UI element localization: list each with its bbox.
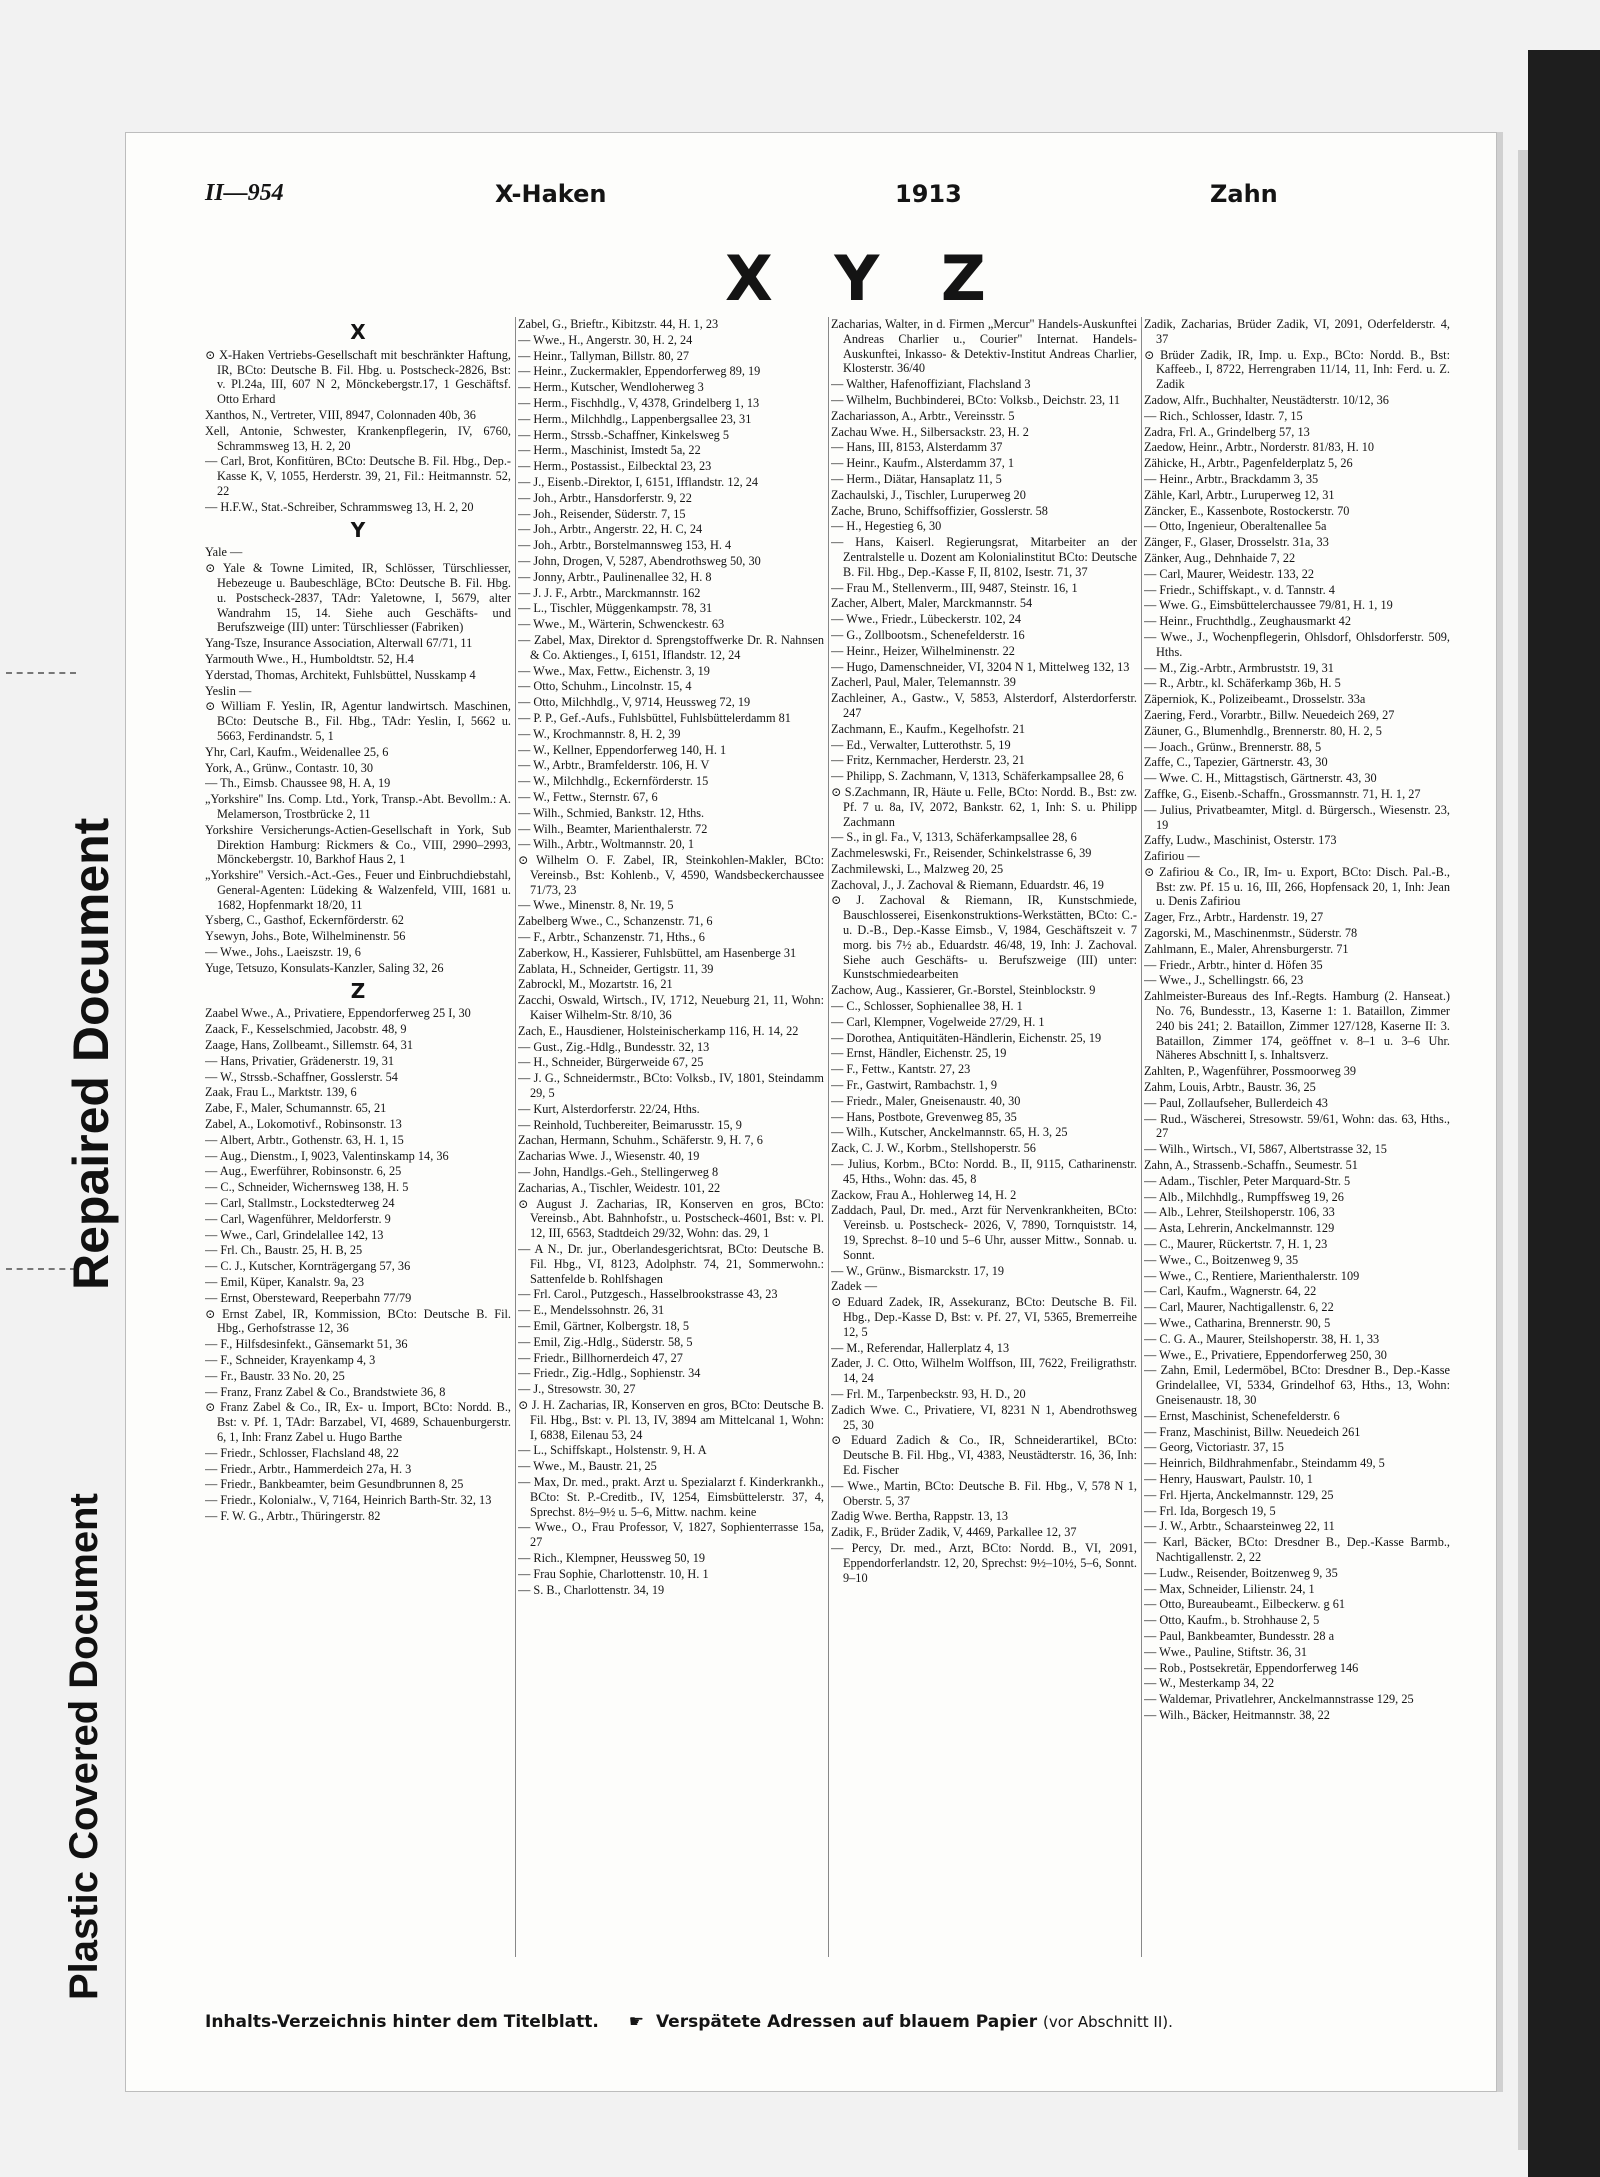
directory-entry: Zaddach, Paul, Dr. med., Arzt für Nervenkrankheiten, BCto: Vereinsb. u. Postscheck- 2026, V, 7890, Tornquiststr. 14, 19, Sprechst. 8–10 und 5–6 Uhr, ausser Mittw., Sonnab. u. Sonnt. [831,1203,1137,1262]
directory-entry: — F., Schneider, Krayenkamp 4, 3 [205,1353,376,1367]
directory-entry: Zachow, Aug., Kassierer, Gr.-Borstel, Steinblockstr. 9 [831,983,1096,998]
directory-entry: — Herm., Strssb.-Schaffner, Kinkelsweg 5 [518,427,730,442]
directory-entry: Zäuner, G., Blumenhdlg., Brennerstr. 80, H. 2, 5 [1144,723,1382,738]
directory-entry: Zahlten, P., Wagenführer, Possmoorweg 39 [1144,1064,1357,1079]
directory-entry: — Friedr., Maler, Gneisenaustr. 40, 30 [831,1093,1021,1108]
scanner-edge-strip [1518,150,1528,2150]
directory-entry: — Carl, Wagenführer, Meldorferstr. 9 [205,1211,391,1226]
directory-entry: — H., Hegestieg 6, 30 [831,519,942,534]
directory-entry: Zagorski, M., Maschinenmstr., Süderstr. 78 [1144,926,1358,941]
directory-entry: — C. J., Kutscher, Kornträgergang 57, 36 [205,1259,411,1274]
directory-entry: — Herm., Fischhdlg., V, 4378, Grindelberg 1, 13 [518,395,760,410]
directory-entry: — Carl, Stallmstr., Lockstedterweg 24 [205,1196,395,1211]
header-year: 1913 [895,180,962,208]
directory-entry: — Wwe., Pauline, Stiftstr. 36, 31 [1144,1644,1308,1659]
directory-entry: Zacharias, A., Tischler, Weidestr. 101, 22 [518,1180,721,1195]
directory-entry: Zadik, F., Brüder Zadik, V, 4469, Parkallee 12, 37 [831,1525,1077,1540]
directory-entry: — W., Grünw., Bismarckstr. 17, 19 [831,1263,1005,1278]
footer-late-addresses: Verspätete Adressen auf blauem Papier [655,2012,1038,2032]
directory-entry: Yuge, Tetsuzo, Konsulats-Kanzler, Saling 32, 26 [205,960,444,975]
directory-entry: — Friedr., Zig.-Hdlg., Sophienstr. 34 [518,1366,701,1381]
directory-entry: ⊙ William F. Yeslin, IR, Agentur landwirtsch. Maschinen, BCto: Deutsche B., Fil. Hbg., TAdr: Yeslin, I, 5662 u. 5663, Ferdinandstr. 5, 1 [205,699,511,743]
directory-page [125,132,1497,2092]
directory-entry: — Wilh., Arbtr., Woltmannstr. 20, 1 [518,837,695,852]
directory-entry: — Herm., Diätar, Hansaplatz 11, 5 [831,471,1002,486]
directory-entry: — Frl. Ida, Borgesch 19, 5 [1144,1503,1276,1518]
scanner-edge [1528,50,1600,2177]
directory-entry: — Heinr., Zuckermakler, Eppendorferweg 89, 19 [518,364,761,379]
directory-entry: Zahn, A., Strassenb.-Schaffn., Seumestr. 51 [1144,1158,1358,1173]
directory-entry: — Friedr., Arbtr., Hammerdeich 27a, H. 3 [205,1461,412,1476]
directory-entry: — Julius, Privatbeamter, Mitgl. d. Bürgersch., Wiesenstr. 23, 19 [1144,802,1450,832]
directory-entry: — C., Maurer, Rückertstr. 7, H. 1, 23 [1144,1237,1328,1252]
directory-entry: — W., Krochmannstr. 8, H. 2, 39 [518,726,681,741]
directory-entry: — Reinhold, Tuchbereiter, Beimarusstr. 15, 9 [518,1117,742,1132]
directory-entry: — Kurt, Alsterdorferstr. 22/24, Hths. [518,1101,700,1116]
directory-entry: Zaberkow, H., Kassierer, Fuhlsbüttel, am Hasenberge 31 [518,945,797,960]
directory-entry: Zadow, Alfr., Buchhalter, Neustädterstr. 10/12, 36 [1144,392,1389,407]
directory-entry: — Fr., Baustr. 33 No. 20, 25 [205,1368,345,1383]
directory-entry: Zabel, A., Lokomotivf., Robinsonstr. 13 [205,1117,402,1132]
directory-entry: Zabrockl, M., Mozartstr. 16, 21 [518,977,673,992]
directory-entry: ⊙ J. Zachoval & Riemann, IR, Kunstschmiede, Bauschlosserei, Eisenkonstruktions-Werkstätten, BCto: C.-u. D.-B., Dep.-Kasse Eimsb., V, 1984, Geschäftszeit v. 7 morg. bis 7½ ab., Eduardstr. 46/48, 19, Inh: J. Zachoval. Siehe auch Geschäfts- u. Berufszweige (III) unter: Kunstschmiedearbeiten [831,893,1137,982]
directory-entry: — Alb., Milchhdlg., Rumpffsweg 19, 26 [1144,1189,1344,1204]
directory-entry: — L., Schiffskapt., Holstenstr. 9, H. A [518,1443,707,1458]
directory-entry: — Max, Dr. med., prakt. Arzt u. Spezialarzt f. Kinderkrankh., BCto: St. P.-Creditb., IV, 1254, Eimsbüttelerstr. 37, 4, Sprechst. 8½–9½ u. 5–6, Mittw. nachm. keine [518,1474,824,1519]
directory-entry: — J. G., Schneidermstr., BCto: Volksb., IV, 1801, Steindamm 29, 5 [518,1071,824,1101]
directory-entry: — Hans, Postbote, Grevenweg 85, 35 [831,1109,1017,1124]
directory-entry: Zähicke, H., Arbtr., Pagenfelderplatz 5, 26 [1144,456,1353,471]
directory-entry: — Zabel, Max, Direktor d. Sprengstoffwerke Dr. R. Nahnsen & Co. Aktienges., I, 6151, Iflandstr. 12, 24 [518,632,824,662]
directory-entry: — Wwe., J., Wochenpflegerin, Ohlsdorf, Ohlsdorferstr. 509, Hths. [1144,629,1450,659]
directory-entry: — Karl, Bäcker, BCto: Dresdner B., Dep.-Kasse Barmb., Nachtigallenstr. 2, 22 [1144,1535,1450,1564]
directory-entry: — H.F.W., Stat.-Schreiber, Schrammsweg 13, H. 2, 20 [205,499,474,514]
directory-entry: — F. W. G., Arbtr., Thüringerstr. 82 [205,1508,381,1523]
directory-entry: — F., Hilfsdesinfekt., Gänsemarkt 51, 36 [205,1337,408,1352]
directory-entry: Zadek — [831,1279,878,1294]
directory-entry: Zachan, Hermann, Schuhm., Schäferstr. 9, H. 7, 6 [518,1133,763,1148]
directory-entry: — Paul, Bankbeamter, Bundesstr. 28 a [1144,1628,1335,1643]
directory-entry: — C., Schneider, Wichernsweg 138, H. 5 [205,1180,409,1195]
directory-entry: — Heinrich, Bildhrahmenfabr., Steindamm 49, 5 [1144,1456,1385,1471]
directory-entry: Zacherl, Paul, Maler, Telemannstr. 39 [831,675,1016,690]
directory-entry: — Wwe., Catharina, Brennerstr. 90, 5 [1144,1316,1331,1330]
directory-entry: — Julius, Korbm., BCto: Nordd. B., II, 9115, Catharinenstr. 45, Hths., Wohn: das. 45, 8 [831,1157,1137,1186]
directory-entry: — Wwe., J., Schellingstr. 66, 23 [1144,973,1304,988]
directory-entry: Yeslin — [205,683,252,698]
directory-entry: — Georg, Victoriastr. 37, 15 [1144,1440,1284,1455]
directory-entry: Yhr, Carl, Kaufm., Weidenallee 25, 6 [205,744,389,759]
directory-entry: Yang-Tsze, Insurance Association, Alterwall 67/71, 11 [205,636,473,651]
directory-entry: — C. G. A., Maurer, Steilshoperstr. 38, H. 1, 33 [1144,1331,1380,1346]
column-rule [1141,317,1142,1957]
directory-entry: — Joach., Grünw., Brennerstr. 88, 5 [1144,739,1322,754]
directory-entry: York, A., Grünw., Contastr. 10, 30 [205,760,374,775]
directory-entry: — Wilh., Kutscher, Anckelmannstr. 65, H. 3, 25 [831,1125,1068,1140]
footer-late-addresses-note: (vor Abschnitt II). [1043,2013,1173,2031]
directory-entry: — H., Schneider, Bürgerweide 67, 25 [518,1055,704,1070]
directory-entry: — Frl. M., Tarpenbeckstr. 93, H. D., 20 [831,1386,1026,1401]
directory-entry: — A N., Dr. jur., Oberlandesgerichtsrat, BCto: Deutsche B. Fil. Hbg., VI, 8123, Adolphstr. 74, 21, Sommerwohn.: Sattenfelde b. Rohlfshagen [518,1242,824,1286]
column-2 [518,317,824,1957]
pointing-hand-icon: ☛ [628,2012,645,2032]
directory-entry: — Frl. Carol., Putzgesch., Hasselbrookstrasse 43, 23 [518,1287,778,1302]
directory-entry: — M., Zig.-Arbtr., Armbruststr. 19, 31 [1144,660,1334,675]
directory-entry: Zachau Wwe. H., Silbersackstr. 23, H. 2 [831,424,1029,439]
directory-entry: Zager, Frz., Arbtr., Hardenstr. 19, 27 [1144,910,1324,925]
directory-entry: — Paul, Zollaufseher, Bullerdeich 43 [1144,1095,1328,1110]
directory-entry: — Wwe., C., Rentiere, Marienthalerstr. 109 [1144,1268,1360,1283]
directory-entry: Zachaulski, J., Tischler, Luruperweg 20 [831,487,1026,502]
directory-entry: Zader, J. C. Otto, Wilhelm Wolffson, III, 7622, Freiligrathstr. 14, 24 [831,1356,1137,1386]
directory-entry: Yale — [205,545,243,560]
column-3 [831,317,1137,1957]
letter-heading: Y [350,517,366,542]
directory-entry: Zachariasson, A., Arbtr., Vereinsstr. 5 [831,408,1015,423]
directory-entry: Zaffe, C., Tapezier, Gärtnerstr. 43, 30 [1144,755,1328,770]
directory-entry: — Ernst, Maschinist, Schenefelderstr. 6 [1144,1408,1340,1423]
directory-entry: — Zahn, Emil, Ledermöbel, BCto: Dresdner B., Dep.-Kasse Grindelallee, VI, 5334, Grindelhof 63, Hths., 13, Wohn: Gneisenaustr. 18, 30 [1144,1363,1450,1407]
directory-entry: Ysberg, C., Gasthof, Eckernförderstr. 62 [205,913,404,928]
column-1 [205,317,511,1957]
directory-entry: — Friedr., Billhornerdeich 47, 27 [518,1350,683,1365]
directory-entry: — Albert, Arbtr., Gothenstr. 63, H. 1, 15 [205,1132,404,1147]
directory-entry: Zacharias Wwe. J., Wiesenstr. 40, 19 [518,1149,700,1164]
directory-entry: Zabe, F., Maler, Schumannstr. 65, 21 [205,1101,387,1116]
directory-entry: — Heinr., Heizer, Wilhelminenstr. 22 [831,643,1015,658]
directory-entry: — Heinr., Fruchthdlg., Zeughausmarkt 42 [1144,614,1351,629]
directory-entry: — Hans, Privatier, Grädenerstr. 19, 31 [205,1053,395,1068]
directory-entry: — Friedr., Bankbeamter, beim Gesundbrunnen 8, 25 [205,1477,464,1492]
directory-entry: — W., Mesterkamp 34, 22 [1144,1676,1275,1691]
directory-entry: — Wilhelm, Buchbinderei, BCto: Volksb., Deichstr. 23, 11 [831,392,1121,407]
directory-entry: — Herm., Milchhdlg., Lappenbergsallee 23, 31 [518,411,752,426]
directory-entry: — Wwe., E., Privatiere, Eppendorferweg 250, 30 [1144,1347,1387,1362]
directory-entry: Zachmann, E., Kaufm., Kegelhofstr. 21 [831,721,1025,736]
directory-entry: Zaage, Hans, Zollbeamt., Sillemstr. 64, 31 [205,1038,413,1053]
directory-entry: — Walther, Hafenoffiziant, Flachsland 3 [831,377,1031,392]
directory-entry: — Joh., Arbtr., Borstelmannsweg 153, H. 4 [518,538,732,553]
column-rule [515,317,516,1957]
directory-entry: Zack, C. J. W., Korbm., Stellshoperstr. 56 [831,1141,1036,1156]
directory-entry: Zaak, Frau L., Marktstr. 139, 6 [205,1085,357,1100]
directory-entry: — Wwe., O., Frau Professor, V, 1827, Sophienterrasse 15a, 27 [518,1520,824,1550]
directory-entry: Zachoval, J., J. Zachoval & Riemann, Eduardstr. 46, 19 [831,877,1104,892]
directory-entry: — Philipp, S. Zachmann, V, 1313, Schäferkampsallee 28, 6 [831,769,1124,784]
directory-entry: Zäncker, E., Kassenbote, Rostockerstr. 70 [1144,503,1350,518]
directory-entry: — Otto, Milchhdlg., V, 9714, Heussweg 72, 19 [518,695,751,710]
page-number: II—954 [205,180,284,206]
directory-entry: — Frau M., Stellenverm., III, 9487, Steinstr. 16, 1 [831,580,1078,595]
directory-entry: — Aug., Ewerführer, Robinsonstr. 6, 25 [205,1164,402,1179]
directory-entry: ⊙ Yale & Towne Limited, IR, Schlösser, Türschliesser, Hebezeuge u. Baubeschläge, BCto: Deutsche B. Fil. Hbg. u. Postscheck-2837, TAdr: Yaletowne, I, 5679, alter Wandrahm 15, 14. Siehe auch Geschäfts- und Berufszweige (III) unter: Türschliesser (Fabriken) [205,561,511,635]
directory-entry: Zadich Wwe. C., Privatiere, VI, 8231 N 1, Abendrothsweg 25, 30 [831,1402,1137,1432]
directory-entry: — Carl, Maurer, Nachtigallenstr. 6, 22 [1144,1300,1334,1315]
directory-entry: — Herm., Postassist., Eilbecktal 23, 23 [518,459,712,474]
directory-entry: — Wilh., Bäcker, Heitmannstr. 38, 22 [1144,1707,1330,1722]
directory-entry: — Heinr., Tallyman, Billstr. 80, 27 [518,348,690,363]
directory-entry: — Max, Schneider, Lilienstr. 24, 1 [1144,1581,1315,1596]
directory-entry: — Ed., Verwalter, Lutterothstr. 5, 19 [831,737,1011,752]
directory-entry: Xell, Antonie, Schwester, Krankenpflegerin, IV, 6760, Schrammsweg 13, H. 2, 20 [205,423,511,453]
directory-entry: — Wwe., Carl, Grindelallee 142, 13 [205,1227,384,1242]
directory-entry: Zackow, Frau A., Hohlerweg 14, H. 2 [831,1187,1017,1202]
directory-entry: Zach, E., Hausdiener, Holsteinischerkamp 116, H. 14, 22 [518,1023,799,1038]
directory-entry: — Heinr., Arbtr., Brackdamm 3, 35 [1144,471,1319,486]
directory-entry: ⊙ Wilhelm O. F. Zabel, IR, Steinkohlen-Makler, BCto: Vereinsb., Bst: Kohlenb., V, 4590, Wandsbeckerchaussee 71/73, 23 [518,853,824,897]
directory-entry: — Wilh., Wirtsch., VI, 5867, Albertstrasse 32, 15 [1144,1142,1387,1157]
directory-entry: — Ludw., Reisender, Boitzenweg 9, 35 [1144,1565,1338,1580]
directory-entry: — S. B., Charlottenstr. 34, 19 [518,1582,665,1597]
directory-entry: ⊙ J. H. Zacharias, IR, Konserven en gros, BCto: Deutsche B. Fil. Hbg., Bst: v. Pl. 13, IV, 3894 am Mittelcanal 1, Wohn: I, 6838, Eilenau 53, 24 [518,1397,824,1442]
directory-entry: Zaack, F., Kesselschmied, Jacobstr. 48, 9 [205,1022,407,1037]
directory-entry: — Gust., Zig.-Hdlg., Bundesstr. 32, 13 [518,1039,710,1054]
directory-entry: — Hugo, Damenschneider, VI, 3204 N 1, Mittelweg 132, 13 [831,659,1130,674]
directory-entry: — Ernst, Obersteward, Reeperbahn 77/79 [205,1290,412,1305]
directory-entry: — Carl, Kaufm., Wagnerstr. 64, 22 [1144,1284,1317,1299]
directory-entry: — Wilh., Schmied, Bankstr. 12, Hths. [518,805,705,820]
directory-entry: — Carl, Brot, Konfitüren, BCto: Deutsche B. Fil. Hbg., Dep.-Kasse K, V, 1055, Herderstr. 39, 21, Fil.: Heitmannstr. 52, 22 [205,454,511,498]
directory-entry: — Franz, Maschinist, Billw. Neuedeich 261 [1144,1424,1361,1439]
directory-entry: — Jonny, Arbtr., Paulinenallee 32, H. 8 [518,569,712,584]
directory-entry: Yarmouth Wwe., H., Humboldtstr. 52, H.4 [205,651,414,666]
directory-entry: ⊙ S.Zachmann, IR, Häute u. Felle, BCto: Nordd. B., Bst: zw. Pf. 7 u. 8a, IV, 2072, Bankstr. 62, 1, Inh: S. u. Philipp Zachmann [831,784,1137,829]
footer-index-note: Inhalts-Verzeichnis hinter dem Titelblatt. [205,2012,599,2032]
directory-entry: — Fr., Gastwirt, Rambachstr. 1, 9 [831,1078,997,1093]
letter-heading: Z [350,978,366,1003]
directory-entry: — Emil, Gärtner, Kolbergstr. 18, 5 [518,1319,690,1333]
margin-tick [6,672,76,674]
directory-entry: — Rich., Klempner, Heussweg 50, 19 [518,1550,706,1565]
directory-entry: Zahlmann, E., Maler, Ahrensburgerstr. 71 [1144,941,1349,956]
directory-entry: — Aug., Dienstm., I, 9023, Valentinskamp 14, 36 [205,1148,449,1163]
section-title: X Y Z [725,242,1006,315]
directory-entry: — S., in gl. Fa., V, 1313, Schäferkampsallee 28, 6 [831,830,1077,845]
directory-entry: — Adam., Tischler, Peter Marquard-Str. 5 [1144,1173,1351,1188]
directory-entry: — Joh., Reisender, Süderstr. 7, 15 [518,506,686,521]
directory-entry: — J. J. F., Arbtr., Marckmannstr. 162 [518,585,701,600]
letter-heading: X [350,320,366,344]
directory-entry: Zaffke, G., Eisenb.-Schaffn., Grossmannstr. 71, H. 1, 27 [1144,786,1421,801]
directory-entry: ⊙ Eduard Zadek, IR, Assekuranz, BCto: Deutsche B. Fil. Hbg., Dep.-Kasse D, Bst: v. Pf. 27, VI, 5365, Bremerreihe 12, 5 [831,1295,1137,1339]
directory-entry: — L., Tischler, Müggenkampstr. 78, 31 [518,601,713,616]
directory-entry: Zaabel Wwe., A., Privatiere, Eppendorferweg 25 I, 30 [205,1006,471,1021]
directory-entry: — W., Kellner, Eppendorferweg 140, H. 1 [518,742,727,757]
page-footer [205,2012,1345,2032]
header-right-word: Zahn [1210,180,1278,208]
directory-entry: — Friedr., Kolonialw., V, 7164, Heinrich Barth-Str. 32, 13 [205,1493,492,1508]
directory-entry: — Emil, Zig.-Hdlg., Süderstr. 58, 5 [518,1334,693,1349]
directory-entry: Zablata, H., Schneider, Gertigstr. 11, 39 [518,961,714,976]
directory-entry: — Emil, Küper, Kanalstr. 9a, 23 [205,1275,364,1290]
directory-entry: — F., Arbtr., Schanzenstr. 71, Hths., 6 [518,930,705,945]
directory-entry: Ysewyn, Johs., Bote, Wilhelminenstr. 56 [205,929,406,944]
directory-entry: — Wwe., Minenstr. 8, Nr. 19, 5 [518,898,674,913]
directory-entry: Yorkshire Versicherungs-Actien-Gesellschaft in York, Sub Direktion Hamburg: Rickmers & Co., VIII, 2990–2993, Mönckebergstr. 10, Barkhof Haus 2, 1 [205,822,511,867]
directory-entry: — Otto, Bureaubeamt., Eilbeckerw. g 61 [1144,1597,1346,1612]
directory-entry: Zaedow, Heinr., Arbtr., Norderstr. 81/83, H. 10 [1144,440,1375,455]
directory-entry: — W., Fettw., Sternstr. 67, 6 [518,789,658,804]
directory-entry: Zacchi, Oswald, Wirtsch., IV, 1712, Neueburg 21, 11, Wohn: Kaiser Wilhelm-Str. 8/10, 36 [518,993,824,1023]
directory-entry: — W., Arbtr., Bramfelderstr. 106, H. V [518,758,710,773]
directory-entry: — Carl, Klempner, Vogelweide 27/29, H. 1 [831,1014,1045,1029]
directory-entry: — E., Mendelssohnstr. 26, 31 [518,1303,665,1318]
directory-entry: — Wwe., Johs., Laeiszstr. 19, 6 [205,945,361,960]
directory-entry: Zänker, Aug., Dehnhaide 7, 22 [1144,550,1296,565]
directory-entry: — P. P., Gef.-Aufs., Fuhlsbüttel, Fuhlsbüttelerdamm 81 [518,710,791,725]
directory-entry: Zabelberg Wwe., C., Schanzenstr. 71, 6 [518,914,713,929]
directory-entry: — Otto, Ingenieur, Oberaltenallee 5a [1144,519,1327,534]
directory-entry: — Joh., Arbtr., Angerstr. 22, H. C, 24 [518,522,703,537]
directory-entry: — Rob., Postsekretär, Eppendorferweg 146 [1144,1660,1359,1675]
directory-entry: Zachleiner, A., Gastw., V, 5853, Alsterdorf, Alsterdorferstr. 247 [831,691,1137,720]
directory-entry: Zachmilewski, L., Malzweg 20, 25 [831,861,1004,876]
directory-entry: Zahm, Louis, Arbtr., Baustr. 36, 25 [1144,1080,1316,1095]
directory-entry: Zachmeleswski, Fr., Reisender, Schinkelstrasse 6, 39 [831,846,1092,861]
directory-entry: — Heinr., Kaufm., Alsterdamm 37, 1 [831,456,1015,471]
directory-entry: — W., Strssb.-Schaffner, Gosslerstr. 54 [205,1069,398,1084]
directory-entry: — Dorothea, Antiquitäten-Händlerin, Eichenstr. 25, 19 [831,1030,1102,1045]
directory-entry: — Hans, Kaiserl. Regierungsrat, Mitarbeiter an der Zentralstelle u. Dozent am Kolonialinstitut BCto: Deutsche B. Fil. Hbg., Dep.-Kasse F, II, 8102, Isestr. 71, 37 [831,535,1137,579]
running-header [205,180,1325,212]
plastic-covered-document-label: Plastic Covered Document [62,1493,106,2000]
directory-entry: — Herm., Maschinist, Imstedt 5a, 22 [518,443,701,458]
directory-entry: Zaering, Ferd., Vorarbtr., Billw. Neuedeich 269, 27 [1144,707,1395,722]
directory-entry: Zaffy, Ludw., Maschinist, Osterstr. 173 [1144,833,1337,848]
directory-entry: — Ernst, Händler, Eichenstr. 25, 19 [831,1046,1007,1061]
directory-entry: ⊙ Eduard Zadich & Co., IR, Schneiderartikel, BCto: Deutsche B. Fil. Hbg., VI, 4383, Neustädterstr. 16, 36, Inh: Ed. Fischer [831,1433,1137,1477]
column-rule [828,317,829,1957]
directory-entry: „Yorkshire" Ins. Comp. Ltd., York, Transp.-Abt. Bevollm.: A. Melamerson, Trostbrücke 2, 11 [205,792,511,821]
directory-entry: ⊙ X-Haken Vertriebs-Gesellschaft mit beschränkter Haftung, IR, BCto: Deutsche B. Fil. Hbg. u. Postscheck-2826, Bst: v. Pl.24a, III, 607 N 2, Mönckebergstr.17, 1 Geschäftsf. Otto Erhard [205,347,511,407]
directory-entry: — Wwe., Martin, BCto: Deutsche B. Fil. Hbg., V, 578 N 1, Oberstr. 5, 37 [831,1478,1137,1508]
directory-entry: — Frau Sophie, Charlottenstr. 10, H. 1 [518,1566,709,1581]
directory-entry: Yderstad, Thomas, Architekt, Fuhlsbüttel, Nusskamp 4 [205,667,476,682]
directory-entry: — Th., Eimsb. Chaussee 98, H. A, 19 [205,776,391,791]
directory-entry: Zabel, G., Brieftr., Kibitzstr. 44, H. 1, 23 [518,317,719,331]
directory-entry: — W., Milchhdlg., Eckernförderstr. 15 [518,774,709,789]
directory-entry: Zadra, Frl. A., Grindelberg 57, 13 [1144,424,1310,439]
directory-entry: Zacher, Albert, Maler, Marckmannstr. 54 [831,596,1033,611]
repaired-document-label: Repaired Document [63,817,119,1290]
directory-entry: Xanthos, N., Vertreter, VIII, 8947, Colonnaden 40b, 36 [205,407,476,422]
directory-entry: — John, Drogen, V, 5287, Abendrothsweg 50, 30 [518,553,761,568]
header-left-word: X-Haken [495,180,607,208]
directory-entry: — Franz, Franz Zabel & Co., Brandstwiete 36, 8 [205,1384,446,1399]
directory-entry: — Rich., Schlosser, Idastr. 7, 15 [1144,408,1303,423]
directory-entry: — Wwe. C. H., Mittagstisch, Gärtnerstr. 43, 30 [1144,771,1377,786]
directory-entry: — M., Referendar, Hallerplatz 4, 13 [831,1340,1010,1355]
directory-entry: — Frl. Ch., Baustr. 25, H. B, 25 [205,1243,363,1258]
directory-entry: — Herm., Kutscher, Wendloherweg 3 [518,380,704,395]
directory-entry: ⊙ Franz Zabel & Co., IR, Ex- u. Import, BCto: Nordd. B., Bst: v. Pf. 1, TAdr: Barzabel, VI, 4689, Schauenburgerstr. 6, 1, Inh: Franz Zabel u. Hugo Barthe [205,1400,511,1444]
directory-entry: — J., Stresowstr. 30, 27 [518,1382,636,1397]
directory-entry: Zahlmeister-Bureaus des Inf.-Regts. Hamburg (2. Hanseat.) No. 76, Bundesstr., 13, Kaserne 1: 1. Bataillon, Zimmer 240 bis 241; 2. Bataillon, Zimmer 127/128, Kaserne II: 3. Bataillon, Zimmer 174, geöffnet v. 8–1 u. 3–6 Uhr. Näheres Abschnitt I, s. Inhaltsverz. [1144,989,1450,1063]
directory-entry: — Fritz, Kernmacher, Herderstr. 23, 21 [831,753,1025,768]
directory-entry: — Joh., Arbtr., Hansdorferstr. 9, 22 [518,490,692,505]
directory-entry: — Otto, Schuhm., Lincolnstr. 15, 4 [518,679,692,694]
directory-entry: — Friedr., Schlosser, Flachsland 48, 22 [205,1445,399,1460]
directory-entry: — Frl. Hjerta, Anckelmannstr. 129, 25 [1144,1487,1334,1502]
directory-entry: — R., Arbtr., kl. Schäferkamp 36b, H. 5 [1144,676,1341,691]
directory-entry: ⊙ Zafiriou & Co., IR, Im- u. Export, BCto: Disch. Pal.-B., Bst: zw. Pf. 15 u. 16, III, 266, Hopfensack 20, 1, Inh: Jean u. Denis Zafiriou [1144,864,1450,909]
directory-entry: — Wwe., M., Wärterin, Schwenckestr. 63 [518,617,725,632]
directory-entry: Zacharias, Walter, in d. Firmen „Mercur" Handels-Auskunftei Andreas Charlier u., Courier" Internat. Handels-Auskunftei, Inkasso- & Detektiv-Institut Andreas Charlier, Klosterstr. 36/40 [831,317,1137,376]
directory-entry: — Rud., Wäscherei, Stresowstr. 59/61, Wohn: das. 63, Hths., 27 [1144,1111,1450,1141]
directory-entry: Zänger, F., Glaser, Drosselstr. 31a, 33 [1144,535,1329,550]
directory-entry: — Wwe. G., Eimsbüttelerchaussee 79/81, H. 1, 19 [1144,598,1393,613]
directory-entry: — G., Zollbootsm., Schenefelderstr. 16 [831,627,1025,642]
directory-entry: Zähle, Karl, Arbtr., Luruperweg 12, 31 [1144,487,1335,502]
directory-entry: — John, Handlgs.-Geh., Stellingerweg 8 [518,1165,719,1180]
directory-entry: — J., Eisenb.-Direktor, I, 6151, Ifflandstr. 12, 24 [518,474,759,489]
directory-entry: — Wilh., Beamter, Marienthalerstr. 72 [518,821,708,836]
directory-entry: Zadik, Zacharias, Brüder Zadik, VI, 2091, Oderfelderstr. 4, 37 [1144,317,1450,346]
directory-entry: — Alb., Lehrer, Steilshoperstr. 106, 33 [1144,1205,1335,1220]
directory-entry: — Waldemar, Privatlehrer, Anckelmannstrasse 129, 25 [1144,1692,1414,1707]
directory-entry: „Yorkshire" Versich.-Act.-Ges., Feuer und Einbruchdiebstahl, General-Agenten: Lüdeking & Walzenfeld, VIII, 1681 u. 1682, Hopfenmarkt 18/20, 11 [205,868,511,912]
directory-entry: — Otto, Kaufm., b. Strohhause 2, 5 [1144,1613,1320,1628]
directory-entry: — C., Schlosser, Sophienallee 38, H. 1 [831,999,1023,1014]
directory-entry: — Wwe., Friedr., Lübeckerstr. 102, 24 [831,612,1021,627]
directory-entry: — Wwe., C., Boitzenweg 9, 35 [1144,1252,1299,1267]
directory-entry: ⊙ Ernst Zabel, IR, Kommission, BCto: Deutsche B. Fil. Hbg., Gerhofstrasse 12, 36 [205,1306,511,1336]
directory-entry: ⊙ August J. Zacharias, IR, Konserven en gros, BCto: Vereinsb., Abt. Bahnhofstr., u. Postscheck-4601, Bst: v. Pl. 12, III, 6563, Stadtdeich 29/32, Wohn: das. 29, 1 [518,1196,824,1241]
directory-entry: — F., Fettw., Kantstr. 27, 23 [831,1062,971,1077]
directory-entry: Zafiriou — [1144,849,1200,864]
directory-entry: ⊙ Brüder Zadik, IR, Imp. u. Exp., BCto: Nordd. B., Bst: Kaffeeb., I, 8722, Herrengraben 11/14, 11, Inh: Ferd. u. Z. Zadik [1144,347,1450,392]
directory-entry: — Wwe., H., Angerstr. 30, H. 2, 24 [518,332,693,347]
directory-entry: Zache, Bruno, Schiffsoffizier, Gosslerstr. 58 [831,503,1048,518]
directory-entry: — Henry, Hauswart, Paulstr. 10, 1 [1144,1471,1313,1486]
directory-entry: — Hans, III, 8153, Alsterdamm 37 [831,440,1003,455]
directory-entry: — Carl, Maurer, Weidestr. 133, 22 [1144,566,1315,581]
directory-entry: — Asta, Lehrerin, Anckelmannstr. 129 [1144,1221,1335,1236]
directory-entry: Zadig Wwe. Bertha, Rappstr. 13, 13 [831,1509,1009,1524]
directory-entry: — J. W., Arbtr., Schaarsteinweg 22, 11 [1144,1519,1335,1534]
directory-entry: — Wwe., Max, Fettw., Eichenstr. 3, 19 [518,663,710,678]
directory-entry: Zäperniok, K., Polizeibeamt., Drosselstr. 33a [1144,692,1366,707]
directory-entry: — Wwe., M., Baustr. 21, 25 [518,1459,657,1474]
directory-entry: — Friedr., Arbtr., hinter d. Höfen 35 [1144,957,1323,972]
column-4 [1144,317,1450,1957]
directory-entry: — Friedr., Schiffskapt., v. d. Tannstr. 4 [1144,582,1335,597]
directory-entry: — Percy, Dr. med., Arzt, BCto: Nordd. B., VI, 2091, Eppendorferlandstr. 12, 20, Sprechst: 9½–10½, 5–6, Sonnt. 9–10 [831,1540,1137,1585]
